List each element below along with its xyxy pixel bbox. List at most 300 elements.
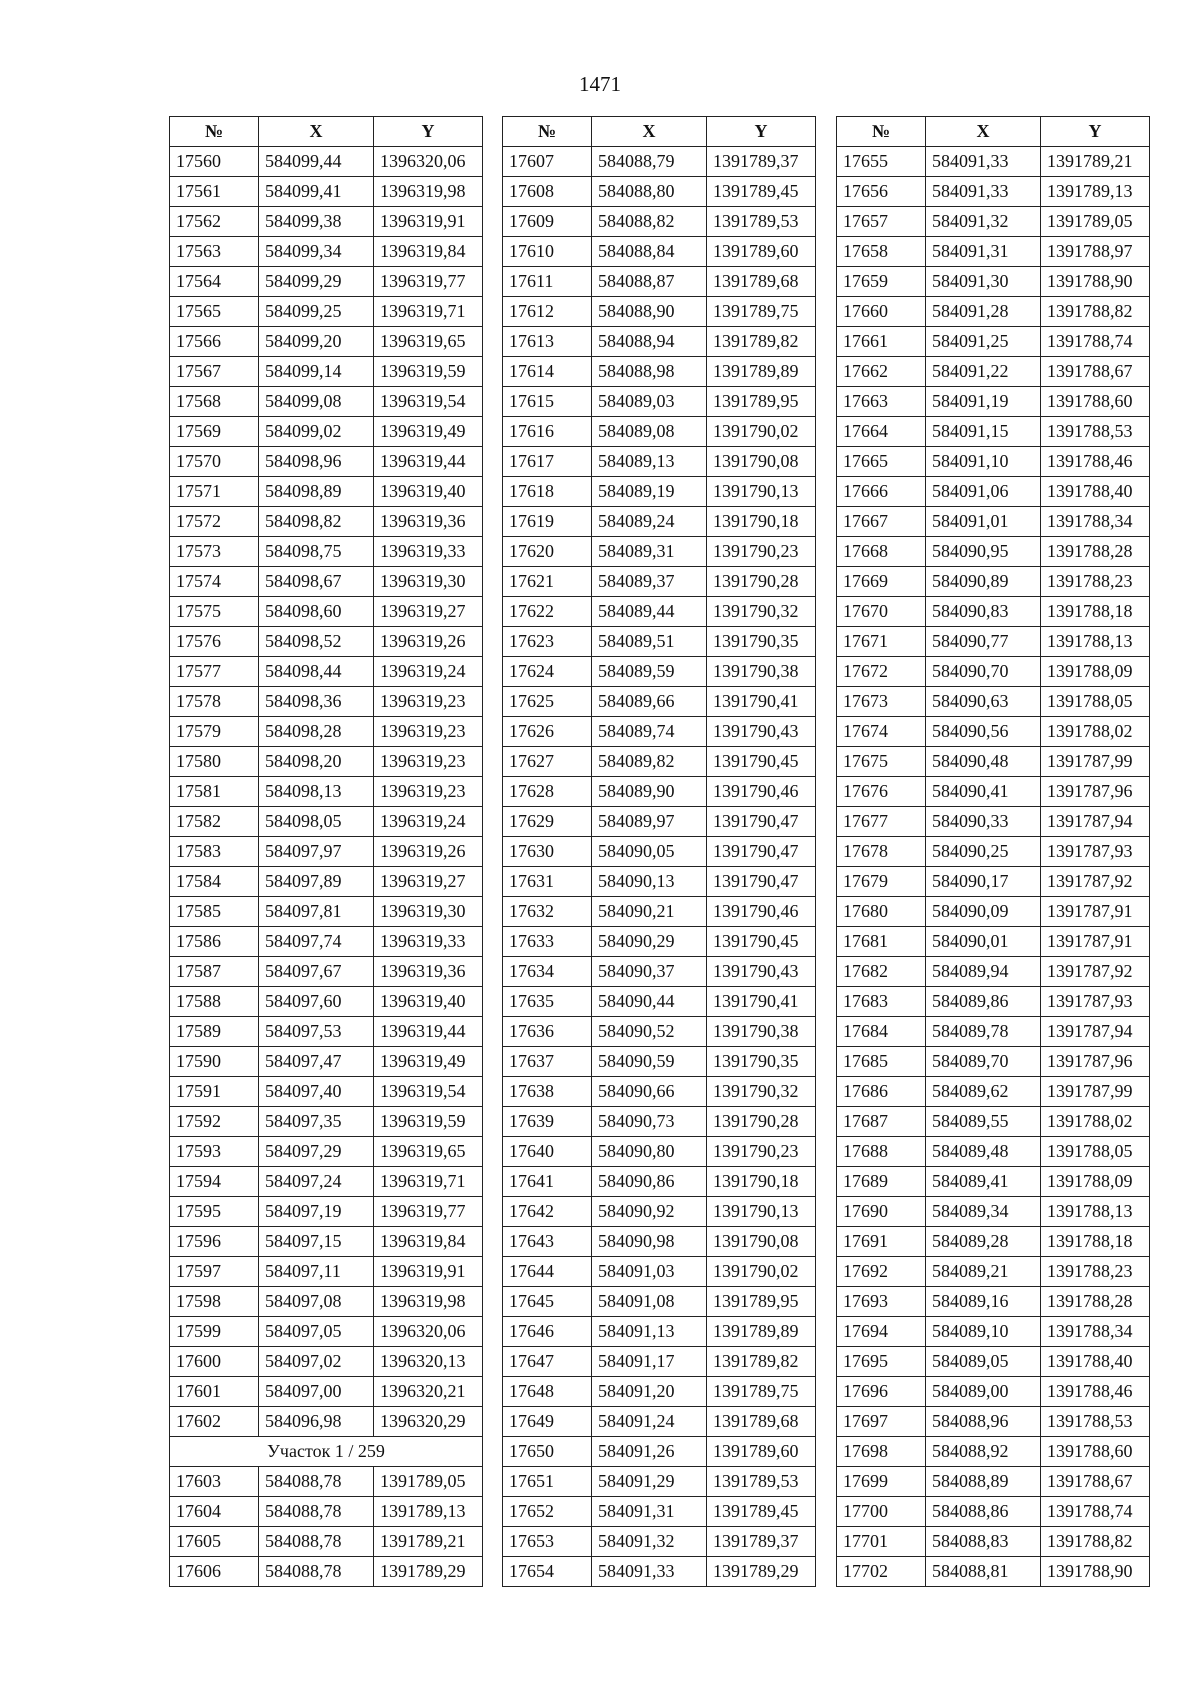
y-coordinate: 1396319,71: [374, 297, 483, 327]
x-coordinate: 584096,98: [259, 1407, 374, 1437]
y-coordinate: 1396320,13: [374, 1347, 483, 1377]
header-x: X: [259, 117, 374, 147]
point-number: 17672: [837, 657, 926, 687]
y-coordinate: 1391790,43: [707, 717, 816, 747]
x-coordinate: 584089,51: [592, 627, 707, 657]
x-coordinate: 584091,31: [926, 237, 1041, 267]
point-number: 17646: [503, 1317, 592, 1347]
y-coordinate: 1396320,06: [374, 147, 483, 177]
coordinate-table-2: [502, 116, 816, 1587]
y-coordinate: 1391788,82: [1041, 297, 1150, 327]
y-coordinate: 1391788,28: [1041, 537, 1150, 567]
table-row: [503, 897, 816, 927]
point-number: 17621: [503, 567, 592, 597]
x-coordinate: 584090,33: [926, 807, 1041, 837]
point-number: 17620: [503, 537, 592, 567]
x-coordinate: 584090,37: [592, 957, 707, 987]
y-coordinate: 1391788,40: [1041, 1347, 1150, 1377]
point-number: 17663: [837, 387, 926, 417]
y-coordinate: 1391790,28: [707, 1107, 816, 1137]
table-row: [503, 1527, 816, 1557]
point-number: 17594: [170, 1167, 259, 1197]
point-number: 17631: [503, 867, 592, 897]
table-row: [837, 777, 1150, 807]
table-row: [837, 927, 1150, 957]
x-coordinate: 584091,32: [926, 207, 1041, 237]
table-row: [837, 1137, 1150, 1167]
x-coordinate: 584091,03: [592, 1257, 707, 1287]
point-number: 17613: [503, 327, 592, 357]
table-row: [503, 147, 816, 177]
table-row: [837, 357, 1150, 387]
table-row: [503, 1317, 816, 1347]
point-number: 17657: [837, 207, 926, 237]
y-coordinate: 1391790,08: [707, 447, 816, 477]
y-coordinate: 1391790,13: [707, 1197, 816, 1227]
point-number: 17589: [170, 1017, 259, 1047]
table-row: [503, 537, 816, 567]
x-coordinate: 584090,44: [592, 987, 707, 1017]
point-number: 17698: [837, 1437, 926, 1467]
table-row: [503, 327, 816, 357]
x-coordinate: 584091,01: [926, 507, 1041, 537]
y-coordinate: 1391788,02: [1041, 1107, 1150, 1137]
x-coordinate: 584090,48: [926, 747, 1041, 777]
y-coordinate: 1396320,06: [374, 1317, 483, 1347]
point-number: 17598: [170, 1287, 259, 1317]
table-row: [170, 837, 483, 867]
y-coordinate: 1396320,21: [374, 1377, 483, 1407]
coordinate-table-3: [836, 116, 1150, 1587]
y-coordinate: 1396319,77: [374, 1197, 483, 1227]
table-row: [503, 807, 816, 837]
y-coordinate: 1391790,28: [707, 567, 816, 597]
x-coordinate: 584089,62: [926, 1077, 1041, 1107]
y-coordinate: 1391789,45: [707, 1497, 816, 1527]
x-coordinate: 584099,20: [259, 327, 374, 357]
point-number: 17689: [837, 1167, 926, 1197]
table-row: [837, 687, 1150, 717]
y-coordinate: 1391788,34: [1041, 507, 1150, 537]
table-row: [170, 477, 483, 507]
x-coordinate: 584099,29: [259, 267, 374, 297]
x-coordinate: 584090,73: [592, 1107, 707, 1137]
x-coordinate: 584090,05: [592, 837, 707, 867]
table-row: [170, 207, 483, 237]
table-row: [503, 1167, 816, 1197]
table-row: [837, 477, 1150, 507]
header-x: X: [926, 117, 1041, 147]
y-coordinate: 1396319,23: [374, 747, 483, 777]
point-number: 17679: [837, 867, 926, 897]
x-coordinate: 584090,17: [926, 867, 1041, 897]
y-coordinate: 1396319,44: [374, 447, 483, 477]
table-row: [837, 387, 1150, 417]
point-number: 17668: [837, 537, 926, 567]
y-coordinate: 1391789,75: [707, 1377, 816, 1407]
y-coordinate: 1396319,84: [374, 237, 483, 267]
header-x: X: [592, 117, 707, 147]
point-number: 17608: [503, 177, 592, 207]
y-coordinate: 1396319,23: [374, 717, 483, 747]
point-number: 17688: [837, 1137, 926, 1167]
y-coordinate: 1391790,45: [707, 747, 816, 777]
y-coordinate: 1391790,32: [707, 1077, 816, 1107]
point-number: 17632: [503, 897, 592, 927]
x-coordinate: 584088,78: [259, 1497, 374, 1527]
table-row: [170, 957, 483, 987]
x-coordinate: 584090,13: [592, 867, 707, 897]
table-row: [837, 177, 1150, 207]
point-number: 17565: [170, 297, 259, 327]
table-row: [837, 1437, 1150, 1467]
x-coordinate: 584088,83: [926, 1527, 1041, 1557]
y-coordinate: 1391789,05: [374, 1467, 483, 1497]
x-coordinate: 584089,24: [592, 507, 707, 537]
point-number: 17635: [503, 987, 592, 1017]
table-row: [170, 1107, 483, 1137]
x-coordinate: 584098,89: [259, 477, 374, 507]
point-number: 17700: [837, 1497, 926, 1527]
y-coordinate: 1391788,60: [1041, 387, 1150, 417]
x-coordinate: 584097,08: [259, 1287, 374, 1317]
y-coordinate: 1391790,23: [707, 537, 816, 567]
y-coordinate: 1391790,47: [707, 867, 816, 897]
y-coordinate: 1396319,44: [374, 1017, 483, 1047]
table-row: [170, 1467, 483, 1497]
y-coordinate: 1391789,37: [707, 1527, 816, 1557]
x-coordinate: 584090,52: [592, 1017, 707, 1047]
x-coordinate: 584091,10: [926, 447, 1041, 477]
point-number: 17604: [170, 1497, 259, 1527]
table-row: [503, 687, 816, 717]
table-row: [170, 327, 483, 357]
y-coordinate: 1391790,08: [707, 1227, 816, 1257]
point-number: 17643: [503, 1227, 592, 1257]
table-row: [837, 837, 1150, 867]
y-coordinate: 1396319,98: [374, 1287, 483, 1317]
y-coordinate: 1391790,41: [707, 687, 816, 717]
point-number: 17607: [503, 147, 592, 177]
table-row: [503, 1437, 816, 1467]
table-row: [503, 1017, 816, 1047]
point-number: 17636: [503, 1017, 592, 1047]
table-row: [837, 1047, 1150, 1077]
point-number: 17602: [170, 1407, 259, 1437]
point-number: 17641: [503, 1167, 592, 1197]
x-coordinate: 584089,44: [592, 597, 707, 627]
point-number: 17603: [170, 1467, 259, 1497]
table-row: [503, 567, 816, 597]
point-number: 17684: [837, 1017, 926, 1047]
table-row: [837, 1257, 1150, 1287]
table-row: [170, 1017, 483, 1047]
x-coordinate: 584089,74: [592, 717, 707, 747]
table-row: [503, 1467, 816, 1497]
table-row: [170, 777, 483, 807]
x-coordinate: 584097,00: [259, 1377, 374, 1407]
y-coordinate: 1391789,75: [707, 297, 816, 327]
x-coordinate: 584097,19: [259, 1197, 374, 1227]
y-coordinate: 1391790,38: [707, 657, 816, 687]
y-coordinate: 1391788,53: [1041, 1407, 1150, 1437]
table-row: [837, 507, 1150, 537]
point-number: 17601: [170, 1377, 259, 1407]
table-row: [170, 1347, 483, 1377]
point-number: 17639: [503, 1107, 592, 1137]
y-coordinate: 1391788,09: [1041, 1167, 1150, 1197]
table-row: [170, 387, 483, 417]
point-number: 17570: [170, 447, 259, 477]
table-row: [170, 1167, 483, 1197]
x-coordinate: 584091,24: [592, 1407, 707, 1437]
point-number: 17628: [503, 777, 592, 807]
table-row: [503, 1227, 816, 1257]
x-coordinate: 584090,77: [926, 627, 1041, 657]
x-coordinate: 584091,32: [592, 1527, 707, 1557]
y-coordinate: 1391788,67: [1041, 357, 1150, 387]
y-coordinate: 1396319,91: [374, 1257, 483, 1287]
point-number: 17650: [503, 1437, 592, 1467]
point-number: 17642: [503, 1197, 592, 1227]
section-row: [170, 1437, 483, 1467]
y-coordinate: 1391790,38: [707, 1017, 816, 1047]
point-number: 17690: [837, 1197, 926, 1227]
point-number: 17629: [503, 807, 592, 837]
table-row: [837, 717, 1150, 747]
header-y: Y: [374, 117, 483, 147]
y-coordinate: 1391790,13: [707, 477, 816, 507]
y-coordinate: 1391788,97: [1041, 237, 1150, 267]
table-row: [170, 447, 483, 477]
point-number: 17634: [503, 957, 592, 987]
point-number: 17622: [503, 597, 592, 627]
table-row: [170, 867, 483, 897]
y-coordinate: 1391789,45: [707, 177, 816, 207]
table-row: [503, 717, 816, 747]
table-row: [503, 417, 816, 447]
y-coordinate: 1396319,23: [374, 687, 483, 717]
table-row: [170, 627, 483, 657]
y-coordinate: 1391789,05: [1041, 207, 1150, 237]
table-row: [170, 1047, 483, 1077]
y-coordinate: 1391790,47: [707, 807, 816, 837]
point-number: 17701: [837, 1527, 926, 1557]
point-number: 17580: [170, 747, 259, 777]
x-coordinate: 584090,92: [592, 1197, 707, 1227]
point-number: 17644: [503, 1257, 592, 1287]
x-coordinate: 584099,14: [259, 357, 374, 387]
y-coordinate: 1391788,53: [1041, 417, 1150, 447]
x-coordinate: 584091,15: [926, 417, 1041, 447]
table-row: [170, 1137, 483, 1167]
y-coordinate: 1396319,59: [374, 1107, 483, 1137]
point-number: 17591: [170, 1077, 259, 1107]
y-coordinate: 1396319,36: [374, 507, 483, 537]
point-number: 17588: [170, 987, 259, 1017]
x-coordinate: 584098,44: [259, 657, 374, 687]
x-coordinate: 584090,63: [926, 687, 1041, 717]
x-coordinate: 584090,09: [926, 897, 1041, 927]
table-row: [503, 747, 816, 777]
x-coordinate: 584098,52: [259, 627, 374, 657]
y-coordinate: 1396319,40: [374, 477, 483, 507]
y-coordinate: 1391788,13: [1041, 1197, 1150, 1227]
y-coordinate: 1391788,74: [1041, 327, 1150, 357]
x-coordinate: 584088,82: [592, 207, 707, 237]
table-row: [170, 1497, 483, 1527]
table-row: [503, 1287, 816, 1317]
x-coordinate: 584090,41: [926, 777, 1041, 807]
x-coordinate: 584097,05: [259, 1317, 374, 1347]
y-coordinate: 1391787,92: [1041, 867, 1150, 897]
x-coordinate: 584098,82: [259, 507, 374, 537]
y-coordinate: 1391788,46: [1041, 1377, 1150, 1407]
y-coordinate: 1391790,35: [707, 627, 816, 657]
x-coordinate: 584099,25: [259, 297, 374, 327]
point-number: 17645: [503, 1287, 592, 1317]
table-row: [170, 177, 483, 207]
x-coordinate: 584097,81: [259, 897, 374, 927]
x-coordinate: 584089,13: [592, 447, 707, 477]
y-coordinate: 1396319,77: [374, 267, 483, 297]
x-coordinate: 584098,28: [259, 717, 374, 747]
x-coordinate: 584090,21: [592, 897, 707, 927]
x-coordinate: 584090,95: [926, 537, 1041, 567]
x-coordinate: 584089,31: [592, 537, 707, 567]
x-coordinate: 584088,92: [926, 1437, 1041, 1467]
point-number: 17685: [837, 1047, 926, 1077]
y-coordinate: 1396319,98: [374, 177, 483, 207]
table-row: [837, 1077, 1150, 1107]
table-row: [837, 1167, 1150, 1197]
y-coordinate: 1391790,02: [707, 417, 816, 447]
x-coordinate: 584097,60: [259, 987, 374, 1017]
table-row: [170, 1557, 483, 1587]
x-coordinate: 584097,40: [259, 1077, 374, 1107]
y-coordinate: 1391790,47: [707, 837, 816, 867]
page-number: 1471: [579, 72, 621, 96]
point-number: 17633: [503, 927, 592, 957]
table-row: [170, 1377, 483, 1407]
x-coordinate: 584097,15: [259, 1227, 374, 1257]
table-row: [503, 597, 816, 627]
table-row: [837, 1557, 1150, 1587]
table-row: [503, 387, 816, 417]
table-row: [503, 1347, 816, 1377]
point-number: 17572: [170, 507, 259, 537]
y-coordinate: 1391788,18: [1041, 597, 1150, 627]
point-number: 17693: [837, 1287, 926, 1317]
table-row: [837, 1467, 1150, 1497]
table-row: [170, 417, 483, 447]
x-coordinate: 584090,25: [926, 837, 1041, 867]
table-row: [837, 1197, 1150, 1227]
x-coordinate: 584091,06: [926, 477, 1041, 507]
x-coordinate: 584088,78: [259, 1557, 374, 1587]
x-coordinate: 584088,79: [592, 147, 707, 177]
y-coordinate: 1391790,46: [707, 777, 816, 807]
y-coordinate: 1391787,93: [1041, 837, 1150, 867]
table-row: [837, 807, 1150, 837]
x-coordinate: 584089,28: [926, 1227, 1041, 1257]
x-coordinate: 584097,74: [259, 927, 374, 957]
y-coordinate: 1391788,74: [1041, 1497, 1150, 1527]
x-coordinate: 584091,33: [592, 1557, 707, 1587]
table-row: [837, 867, 1150, 897]
point-number: 17574: [170, 567, 259, 597]
y-coordinate: 1396319,30: [374, 567, 483, 597]
table-row: [170, 1407, 483, 1437]
point-number: 17661: [837, 327, 926, 357]
y-coordinate: 1396319,30: [374, 897, 483, 927]
point-number: 17597: [170, 1257, 259, 1287]
x-coordinate: 584089,82: [592, 747, 707, 777]
point-number: 17583: [170, 837, 259, 867]
table-row: [503, 627, 816, 657]
x-coordinate: 584098,13: [259, 777, 374, 807]
y-coordinate: 1391790,02: [707, 1257, 816, 1287]
table-row: [503, 1107, 816, 1137]
point-number: 17654: [503, 1557, 592, 1587]
x-coordinate: 584098,60: [259, 597, 374, 627]
x-coordinate: 584091,33: [926, 177, 1041, 207]
table-row: [170, 237, 483, 267]
x-coordinate: 584088,78: [259, 1467, 374, 1497]
x-coordinate: 584089,90: [592, 777, 707, 807]
x-coordinate: 584089,48: [926, 1137, 1041, 1167]
table-row: [837, 1107, 1150, 1137]
point-number: 17677: [837, 807, 926, 837]
x-coordinate: 584088,89: [926, 1467, 1041, 1497]
table-row: [837, 447, 1150, 477]
x-coordinate: 584099,08: [259, 387, 374, 417]
y-coordinate: 1391790,41: [707, 987, 816, 1017]
x-coordinate: 584088,78: [259, 1527, 374, 1557]
table-row: [503, 237, 816, 267]
x-coordinate: 584091,26: [592, 1437, 707, 1467]
table-row: [837, 567, 1150, 597]
point-number: 17694: [837, 1317, 926, 1347]
table-row: [503, 207, 816, 237]
table-row: [837, 987, 1150, 1017]
table-row: [837, 417, 1150, 447]
x-coordinate: 584098,67: [259, 567, 374, 597]
point-number: 17699: [837, 1467, 926, 1497]
table-row: [170, 147, 483, 177]
point-number: 17670: [837, 597, 926, 627]
y-coordinate: 1391788,05: [1041, 687, 1150, 717]
point-number: 17560: [170, 147, 259, 177]
y-coordinate: 1396319,26: [374, 627, 483, 657]
point-number: 17669: [837, 567, 926, 597]
x-coordinate: 584089,19: [592, 477, 707, 507]
table-row: [503, 1137, 816, 1167]
x-coordinate: 584089,16: [926, 1287, 1041, 1317]
y-coordinate: 1391790,46: [707, 897, 816, 927]
table-row: [170, 1227, 483, 1257]
point-number: 17630: [503, 837, 592, 867]
table-row: [837, 237, 1150, 267]
y-coordinate: 1396319,24: [374, 657, 483, 687]
x-coordinate: 584099,34: [259, 237, 374, 267]
y-coordinate: 1391788,02: [1041, 717, 1150, 747]
x-coordinate: 584098,96: [259, 447, 374, 477]
y-coordinate: 1396319,33: [374, 927, 483, 957]
x-coordinate: 584089,05: [926, 1347, 1041, 1377]
y-coordinate: 1396320,29: [374, 1407, 483, 1437]
table-row: [837, 1497, 1150, 1527]
